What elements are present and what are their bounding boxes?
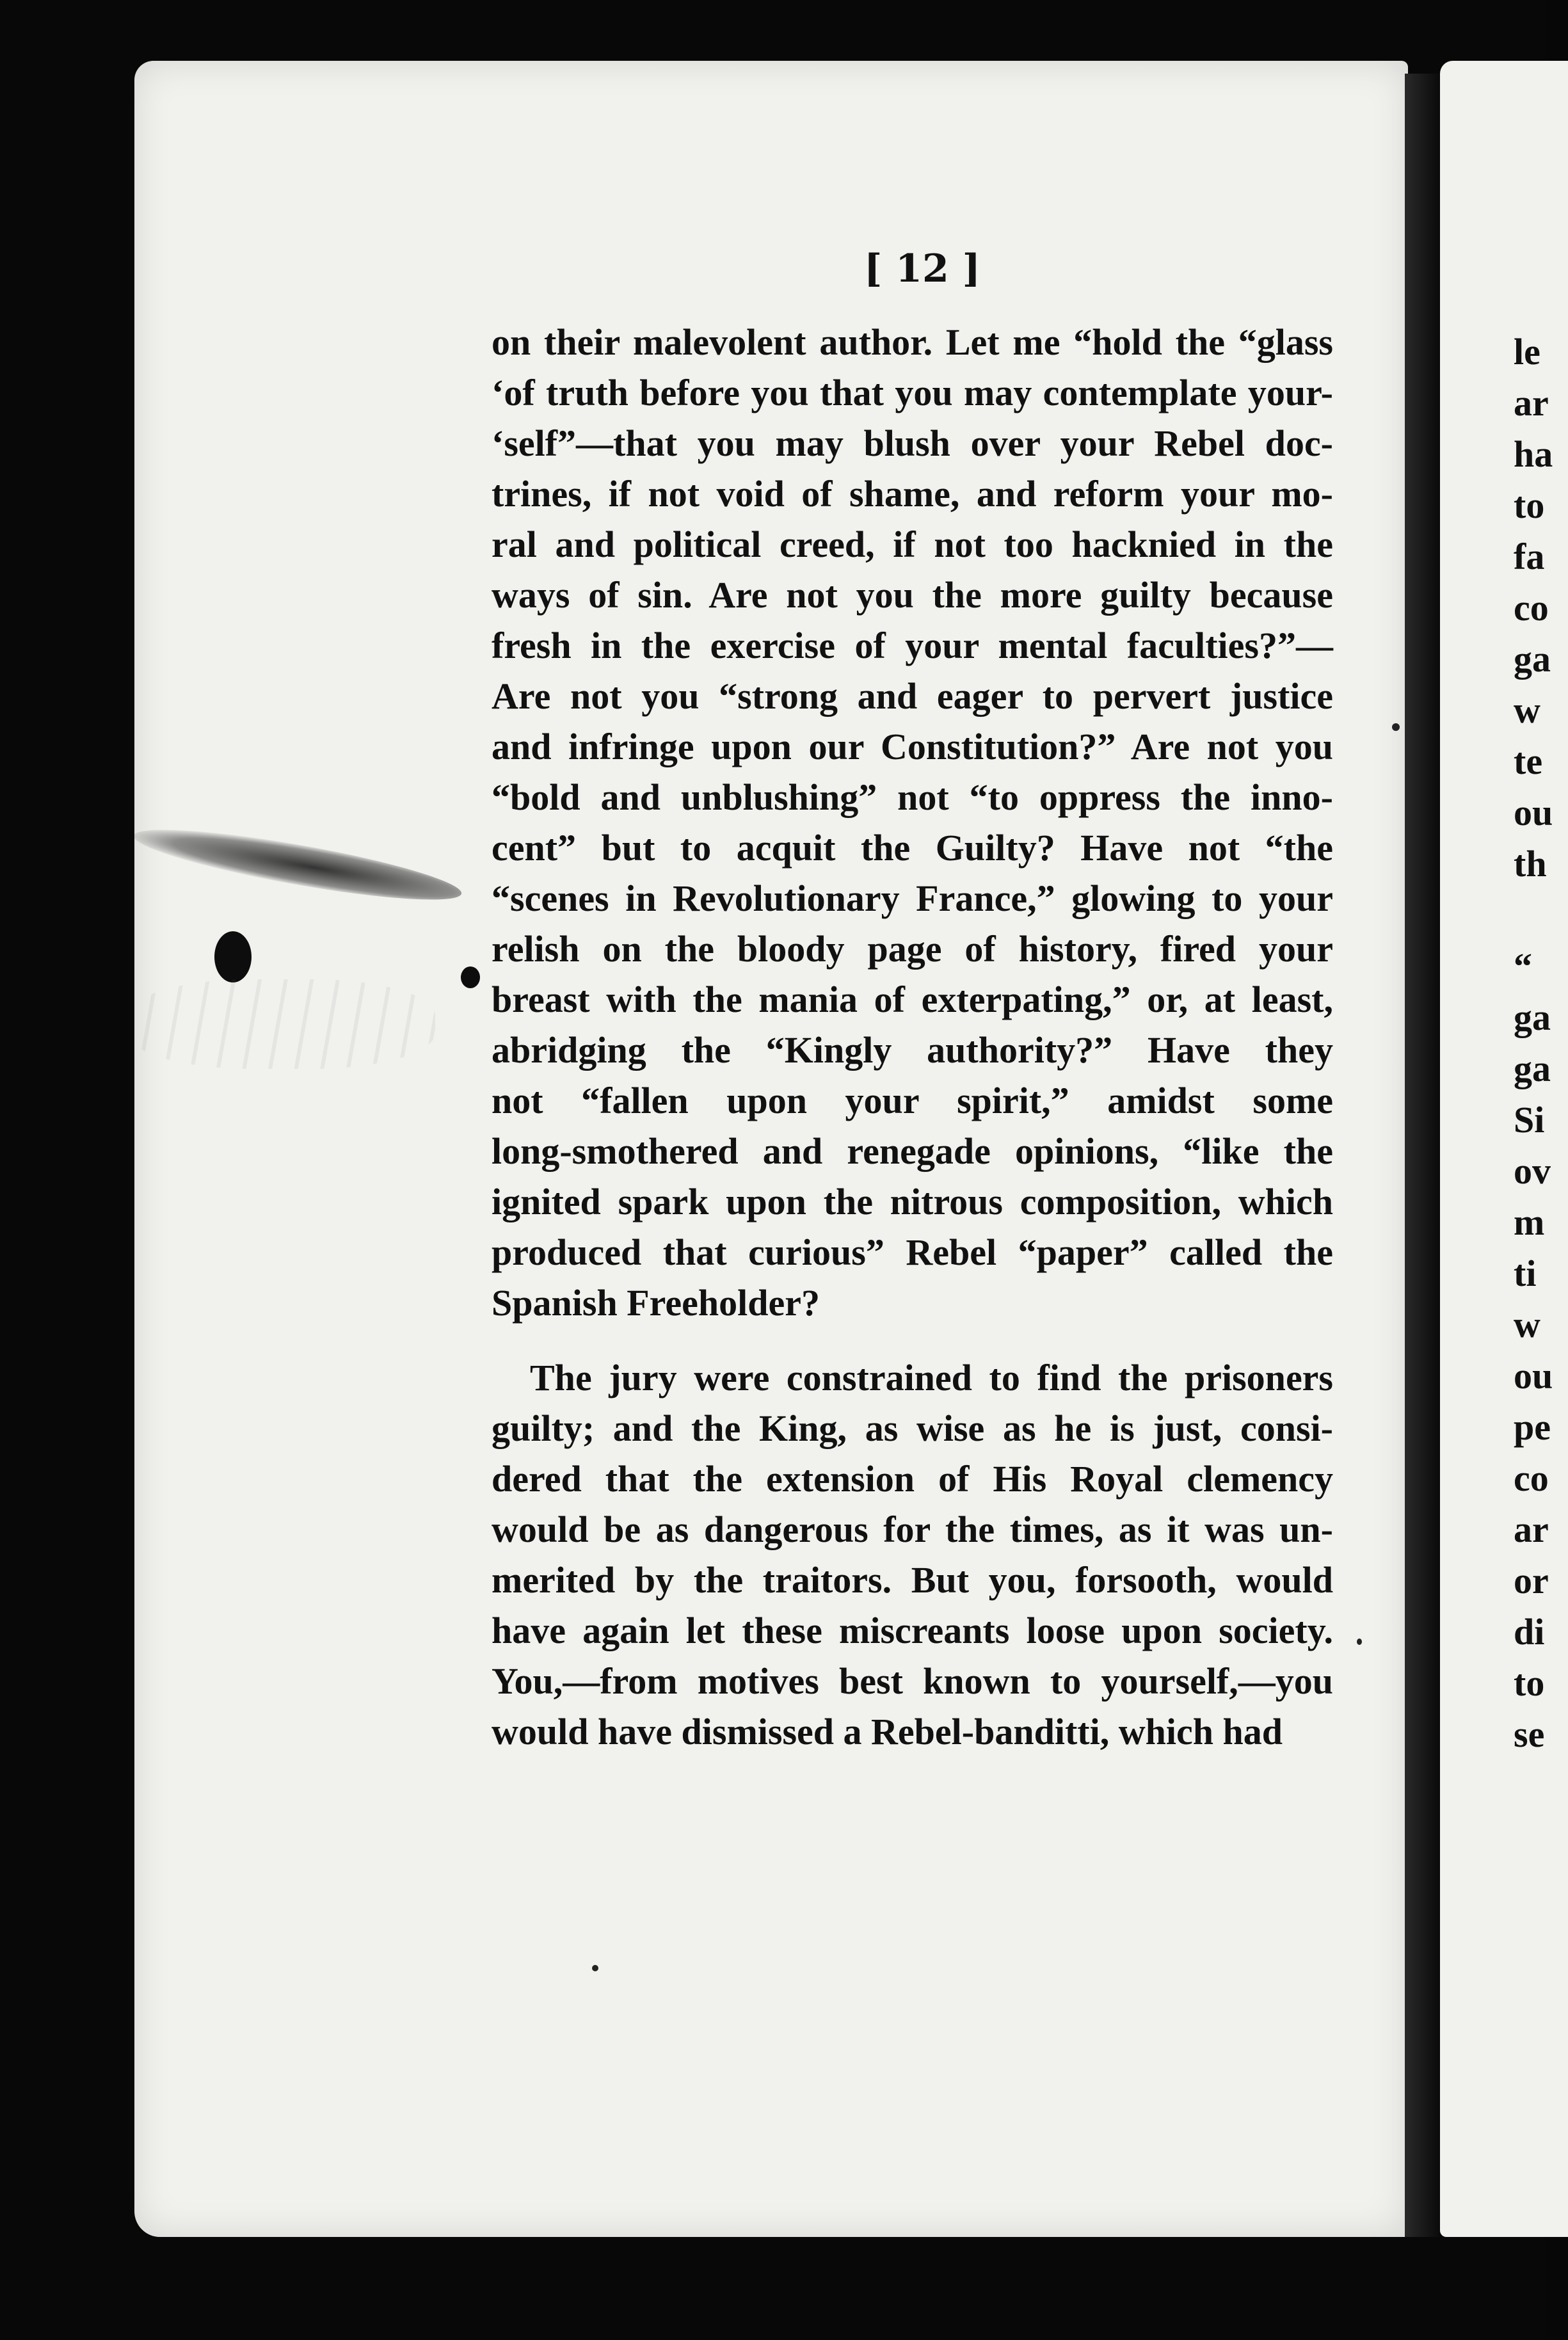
text-line: ‘self”—that you may blush over your Rebel doc-: [492, 422, 1333, 464]
fragment: ga: [1514, 997, 1551, 1038]
fragment: pe: [1514, 1406, 1551, 1448]
fragment: th: [1514, 843, 1547, 885]
fragment: te: [1514, 741, 1543, 782]
paper-speck: [1357, 1639, 1362, 1645]
text-line: “bold and unblushing” not “to oppress the inno-: [492, 776, 1333, 818]
text-line: relish on the bloody page of history, fired your: [492, 928, 1333, 970]
fragment: to: [1514, 1662, 1545, 1704]
text-line: The jury were constrained to find the prisoners: [530, 1357, 1333, 1398]
text-line: You,—from motives best known to yourself,—you: [492, 1660, 1333, 1702]
text-line: guilty; and the King, as wise as he is just, consi-: [492, 1407, 1333, 1449]
fragment: w: [1514, 1304, 1540, 1345]
fragment: se: [1514, 1713, 1545, 1755]
fragment: co: [1514, 587, 1549, 629]
fragment: [1514, 890, 1553, 941]
fragment: ga: [1514, 1048, 1551, 1089]
paper-speck: [1392, 723, 1400, 731]
fragment: ti: [1514, 1253, 1537, 1294]
fragment: co: [1514, 1457, 1549, 1499]
fragment: ha: [1514, 433, 1553, 475]
fragment: le: [1514, 331, 1540, 373]
fragment: ou: [1514, 1355, 1553, 1397]
text-line: ‘of truth before you that you may contemplate your-: [492, 372, 1333, 413]
fragment: ar: [1514, 1509, 1549, 1550]
page-number: [ 12 ]: [864, 246, 981, 291]
text-line: not “fallen upon your spirit,” amidst some: [492, 1080, 1333, 1121]
text-line: merited by the traitors. But you, forsooth, would: [492, 1559, 1333, 1601]
fragment: ov: [1514, 1150, 1551, 1192]
page-gutter-shadow: [1405, 74, 1440, 2237]
text-line: would be as dangerous for the times, as it was un-: [492, 1509, 1333, 1550]
facing-page-fragments: [1514, 326, 1553, 1760]
text-line: ignited spark upon the nitrous composition, which: [492, 1181, 1333, 1222]
paragraph-2: [492, 1352, 1333, 1757]
text-line: long-smothered and renegade opinions, “like the: [492, 1130, 1333, 1172]
text-line: trines, if not void of shame, and reform your mo-: [492, 473, 1333, 515]
fragment: Si: [1514, 1099, 1545, 1141]
fragment: fa: [1514, 536, 1545, 577]
text-line: breast with the mania of exterpating,” or, at least,: [492, 979, 1333, 1020]
text-line: on their malevolent author. Let me “hold the “glass: [492, 321, 1333, 363]
fragment: ou: [1514, 792, 1553, 833]
text-line: ral and political creed, if not too hacknied in the: [492, 524, 1333, 565]
text-line: “scenes in Revolutionary France,” glowing to your: [492, 878, 1333, 919]
fragment: “: [1514, 945, 1532, 987]
fragment: di: [1514, 1611, 1545, 1653]
fragment: ar: [1514, 382, 1549, 424]
fragment: w: [1514, 689, 1540, 731]
text-line: would have dismissed a Rebel-banditti, which had: [492, 1711, 1283, 1752]
paper-speck: [592, 1965, 598, 1971]
fragment: or: [1514, 1560, 1549, 1601]
paragraph-1: [492, 317, 1333, 1328]
text-line: produced that curious” Rebel “paper” called the: [492, 1231, 1333, 1273]
text-line: dered that the extension of His Royal clemency: [492, 1458, 1333, 1500]
ink-blot-small: [461, 966, 480, 988]
page-body-text: [492, 317, 1333, 1757]
faint-marginal-marks: [128, 979, 435, 1069]
text-line: ways of sin. Are not you the more guilty because: [492, 574, 1333, 616]
fragment: m: [1514, 1201, 1545, 1243]
text-line: Spanish Freeholder?: [492, 1282, 820, 1324]
text-line: cent” but to acquit the Guilty? Have not “the: [492, 827, 1333, 869]
text-line: Are not you “strong and eager to pervert justice: [492, 675, 1333, 717]
text-line: fresh in the exercise of your mental faculties?”—: [492, 625, 1333, 666]
text-line: abridging the “Kingly authority?” Have they: [492, 1029, 1333, 1071]
fragment: ga: [1514, 638, 1551, 680]
fragment: to: [1514, 485, 1545, 526]
text-line: have again let these miscreants loose upon society.: [492, 1610, 1333, 1651]
text-line: and infringe upon our Constitution?” Are not you: [492, 726, 1333, 767]
ink-blot: [214, 931, 252, 982]
